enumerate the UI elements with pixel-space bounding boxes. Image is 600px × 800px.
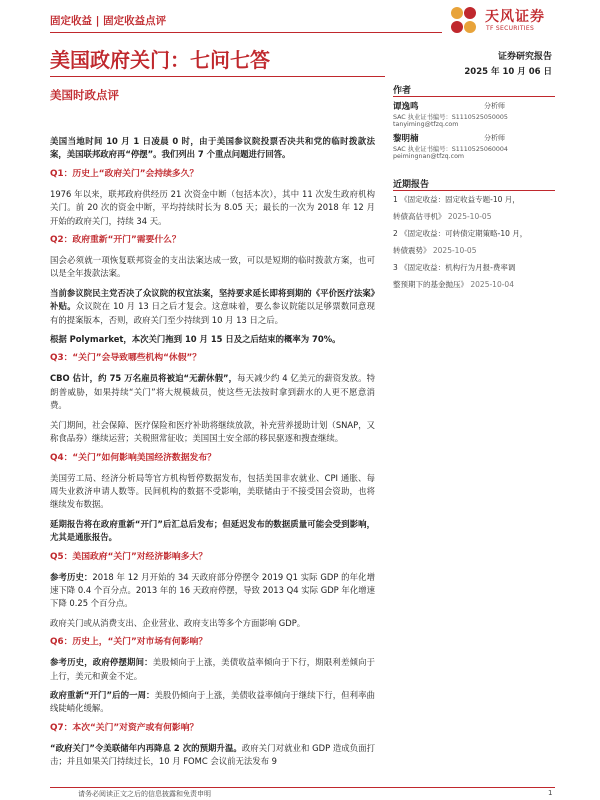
question-heading: Q5：美国政府“关门”对经济影响多大？ xyxy=(50,551,208,562)
recent-reports-list xyxy=(393,191,558,293)
report-type: 证券研究报告 xyxy=(497,52,552,62)
author-role: 分析师 xyxy=(484,102,505,110)
footer-disclaimer[interactable]: 请务必阅读正文之后的信息披露和免责申明 xyxy=(78,790,211,798)
header-category: 固定收益 | 固定收益点评 xyxy=(50,15,167,27)
recent-reports-heading: 近期报告 xyxy=(393,180,430,190)
body-paragraph: 关门期间，社会保障、医疗保险和医疗补助将继续放款，补充营养援助计划（SNAP，又称食品券）继续运营；关税照常征收；美国国土安全部的移民驱逐和搜查继续。 xyxy=(50,419,375,444)
report-date: 2025 年 10 月 06 日 xyxy=(464,67,552,77)
author-email[interactable]: peimingnan@tfzq.com xyxy=(393,153,465,160)
author-name: 谭逸鸣 xyxy=(393,102,419,112)
question-heading: Q3：“关门”会导致哪些机构“休假”？ xyxy=(50,353,202,364)
title-divider xyxy=(50,76,385,77)
brand-logo xyxy=(447,4,557,38)
authors-divider xyxy=(393,96,555,97)
page-subtitle: 美国时政点评 xyxy=(50,88,119,102)
author-email[interactable]: tanyiming@tfzq.com xyxy=(393,121,459,128)
page-number: 1 xyxy=(548,789,553,797)
tf-logo-icon xyxy=(447,4,481,38)
body-paragraph: 1976 年以来，联邦政府供经历 21 次资金中断（包括本次），其中 11 次发生政府机构关门。前 20 次的资金中断，平均持续时长为 8.05 天；最长的一次为 2018 年 12 月开始的政府关门，持续 34 天。 xyxy=(50,188,375,226)
body-paragraph: 国会必须就一项恢复联邦资金的支出法案达成一致，可以是短期的临时拨款方案，也可以是全年拨款法案。 xyxy=(50,255,375,279)
body-paragraph: CBO 估计，约 75 万名雇员将被迫“无薪休假”，每天减少约 4 亿美元的薪资发放。特朗普威胁，如果持续“关门”将大规模裁员，使这些无法按时拿到薪水的人更不愿意消费。 xyxy=(50,373,375,411)
body-paragraph: 政府关门或从消费支出、企业营业、政府支出等多个方面影响 GDP。 xyxy=(50,617,306,628)
author-sac: SAC 执业证书编号：S1110525050005 xyxy=(393,114,508,121)
author-role: 分析师 xyxy=(484,134,505,142)
question-heading: Q1：历史上“政府关门”会持续多久？ xyxy=(50,168,199,179)
question-heading: Q6：历史上，“关门”对市场有何影响？ xyxy=(50,637,208,648)
page-title: 美国政府关门：七问七答 xyxy=(50,48,270,72)
header-divider xyxy=(50,32,442,33)
footer-divider xyxy=(50,787,555,788)
question-heading: Q7：本次“关门”对资产或有何影响？ xyxy=(50,722,199,733)
recent-report-item[interactable]: 1 《固定收益：固定收益专题-10 月， 转债高估寻机》 2025-10-05 xyxy=(393,195,520,221)
authors-heading: 作者 xyxy=(393,86,412,96)
brand-name-en: TF SECURITIES xyxy=(486,25,535,32)
question-heading: Q2：政府重新“开门”需要什么？ xyxy=(50,235,181,246)
author-name: 黎明楠 xyxy=(393,134,419,144)
author-sac: SAC 执业证书编号：S1110525060004 xyxy=(393,146,508,153)
brand-name-cn: 天风证券 xyxy=(485,9,545,25)
recent-report-item[interactable]: 3 《固定收益：机构行为月报-费率调 整预期下的基金抛压》 2025-10-04 xyxy=(393,263,516,289)
body-paragraph: 美国劳工局、经济分析局等官方机构暂停数据发布，包括美国非农就业、CPI 通胀、每周失业救济申请人数等。民间机构的数据不受影响，美联储由于不接受国会资助，也将继续发布数据。 xyxy=(50,472,375,510)
recent-report-item[interactable]: 2 《固定收益：可转债定期策略-10 月， 转债震势》 2025-10-05 xyxy=(393,229,528,255)
question-heading: Q4：“关门”如何影响美国经济数据发布？ xyxy=(50,452,216,463)
body-paragraph: “政府关门”令美联储年内再降息 2 次的预期升温。政府关门对就业和 GDP 造成负面打击；并且如果关门持续过长，10 月 FOMC 会议前无法发布 9 xyxy=(50,742,376,767)
main-body xyxy=(50,135,375,775)
body-paragraph: 根据 Polymarket，本次关门拖到 10 月 15 日及之后结束的概率为 70%。 xyxy=(50,334,341,345)
intro-paragraph: 美国当地时间 10 月 1 日凌晨 0 时，由于美国参议院投票否决共和党的临时拨款法案，美国联邦政府再“停摆”。我们列出 7 个重点问题进行回答。 xyxy=(50,136,375,160)
body-paragraph: 参考历史：2018 年 12 月开始的 34 天政府部分停摆令 2019 Q1 实际 GDP 的年化增速下降 0.4 个百分点。2013 年的 16 天政府停摆，导致 2013 Q4 实际 GDP 年化增速下降 0.25 个百分点。 xyxy=(50,571,376,609)
body-paragraph: 延期报告将在政府重新“开门”后汇总后发布；但延迟发布的数据质量可能会受到影响，尤其是通胀报告。 xyxy=(50,518,375,543)
body-paragraph: 政府重新“开门”后的一周：美股仍倾向于上涨，美债收益率倾向于继续下行，但利率曲线陡峭化缓解。 xyxy=(50,689,375,714)
body-paragraph: 当前参议院民主党否决了众议院的权宜法案，坚持要求延长即将到期的《平价医疗法案》补贴。众议院在 10 月 13 日之后才复会。这意味着，要么参议院能以足够票数同意现有的提案版本，否则，政府关门至少持续到 10 月 13 日之后。 xyxy=(50,287,375,325)
body-paragraph: 参考历史，政府停摆期间：美股倾向于上涨，美债收益率倾向于下行，期限利差倾向于上行，美元和黄金不定。 xyxy=(50,657,376,681)
